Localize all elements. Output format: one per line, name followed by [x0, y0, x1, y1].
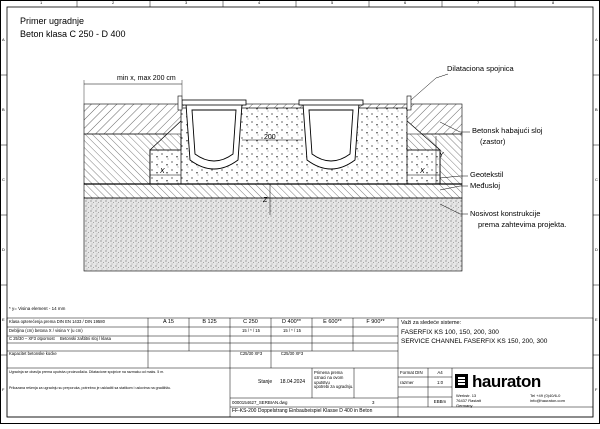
company-logo-text: hauraton [472, 372, 541, 391]
installation-note: Ugradnja se obavlja prema uputstvu proizvođača. Dilatacione spojnice na razmaku od maks. 5 m. [9, 370, 165, 374]
format-value: A4 [437, 370, 443, 375]
hauraton-logo-icon [455, 374, 468, 388]
row-letter: B [2, 107, 5, 112]
title-line-1: Primer ugradnje [20, 16, 85, 26]
file-code: 0000154627_SERBIAN.dwg [232, 400, 288, 405]
title-line-2: Beton klasa C 250 - D 400 [20, 29, 126, 39]
dim-z-label: Z [263, 197, 268, 204]
load-class-e600: E 600** [323, 319, 342, 325]
dim-x-label: X [160, 168, 165, 175]
products-heading: Važi za sledeće sisteme: [401, 320, 462, 326]
row-letter: B [595, 107, 598, 112]
company-address-3: Germany [456, 403, 473, 408]
col-number: 6 [404, 0, 407, 5]
row-letter: A [2, 37, 5, 42]
thickness-c250: 15 / * / 15 [242, 328, 260, 333]
col-number: 2 [112, 0, 115, 5]
application-note-2: upotrebi za ugradnju. [314, 384, 354, 389]
row-letter: F [2, 387, 5, 392]
row-resistance-label: C 25/30 – XF3 otpornost [9, 336, 55, 341]
label-wear-layer: Betonsk habajući sloj [472, 126, 543, 135]
scale-value: 1:0 [436, 380, 444, 385]
row-cube-label: Kapacitet betonske kocke [9, 351, 57, 356]
sheet-number: 3 [372, 400, 375, 405]
row-letter: A [595, 37, 598, 42]
label-base-sub: prema zahtevima projekta. [478, 220, 567, 229]
scale-label: razmer [400, 380, 414, 385]
dim-y-label: Y [439, 152, 444, 159]
load-class-b125: B 125 [202, 319, 217, 325]
dim-x-label: X [420, 168, 425, 175]
label-base: Nosivost konstrukcije [470, 209, 541, 218]
thickness-d400: 15 / * / 15 [283, 328, 301, 333]
products-line-1: FASERFIX KS 100, 150, 200, 300 [401, 329, 499, 336]
col-number: 7 [477, 0, 480, 5]
installation-note-2: Prikazana rešenja za ugradnju su preporuka, potrebno je uskladiti sa statikom i uslovima na gradilištu. [9, 386, 172, 390]
footer-title: FF-KS-200 Doppelstrang Einbaubeispiel Klasse D 400 in Beton [232, 408, 373, 414]
row-thickness-label: Debljina (cm) betona X / visina Y (u cm) [9, 328, 83, 333]
label-wear-layer-sub: (zastor) [480, 137, 506, 146]
company-mail: info@hauraton.com [530, 398, 565, 403]
row-letter: F [595, 387, 598, 392]
company-address-1: Werkstr. 13 [456, 393, 477, 398]
load-class-f900: F 900** [366, 319, 385, 325]
stamp-label: Stanje [258, 379, 273, 385]
company-address-2: 76437 Rastatt [456, 398, 481, 403]
dim-200-label: 200 [264, 134, 276, 141]
stamp-date: 18.04.2024 [280, 379, 306, 385]
row-letter: D [595, 247, 598, 252]
row-load-class-label: Klasa opterećenja prema DIN EN 1433 / DIN 19580 [9, 319, 105, 324]
col-number: 3 [185, 0, 188, 5]
row-letter: C [2, 177, 5, 182]
load-class-d400: D 400** [282, 319, 301, 325]
row-letter: C [595, 177, 598, 182]
col-number: 4 [258, 0, 261, 5]
col-number: 1 [40, 0, 43, 5]
col-number: 8 [552, 0, 555, 5]
row-protective-label: Betonski zaštitni sloj / klasa [60, 336, 111, 341]
label-interlayer: Međusloj [470, 181, 501, 190]
company-tel: Tel +49 (0)40/6-0 [530, 393, 561, 398]
label-dilatation: Dilataciona spojnica [447, 64, 514, 73]
edition-value: EBBm [433, 399, 447, 404]
col-number: 5 [331, 0, 334, 5]
format-label: Format DIN [400, 370, 423, 375]
load-class-a15: A 15 [162, 319, 174, 325]
row-letter: D [2, 247, 5, 252]
application-note: Primena prema oznaci na ovom uputstvu [314, 370, 344, 385]
footnote: * y= Visina element - 14 mm [9, 306, 66, 311]
dim-min-label: min x, max 200 cm [117, 75, 176, 82]
products-line-2: SERVICE CHANNEL FASERFIX KS 150, 200, 300 [401, 338, 548, 345]
load-class-c250: C 250 [243, 319, 258, 325]
row-letter: E [595, 317, 598, 322]
row-letter: E [2, 317, 5, 322]
cube-c250: C25/30 XF3 [239, 351, 263, 356]
cube-d400: C25/30 XF3 [280, 351, 304, 356]
label-geotextile: Geotekstil [470, 170, 504, 179]
